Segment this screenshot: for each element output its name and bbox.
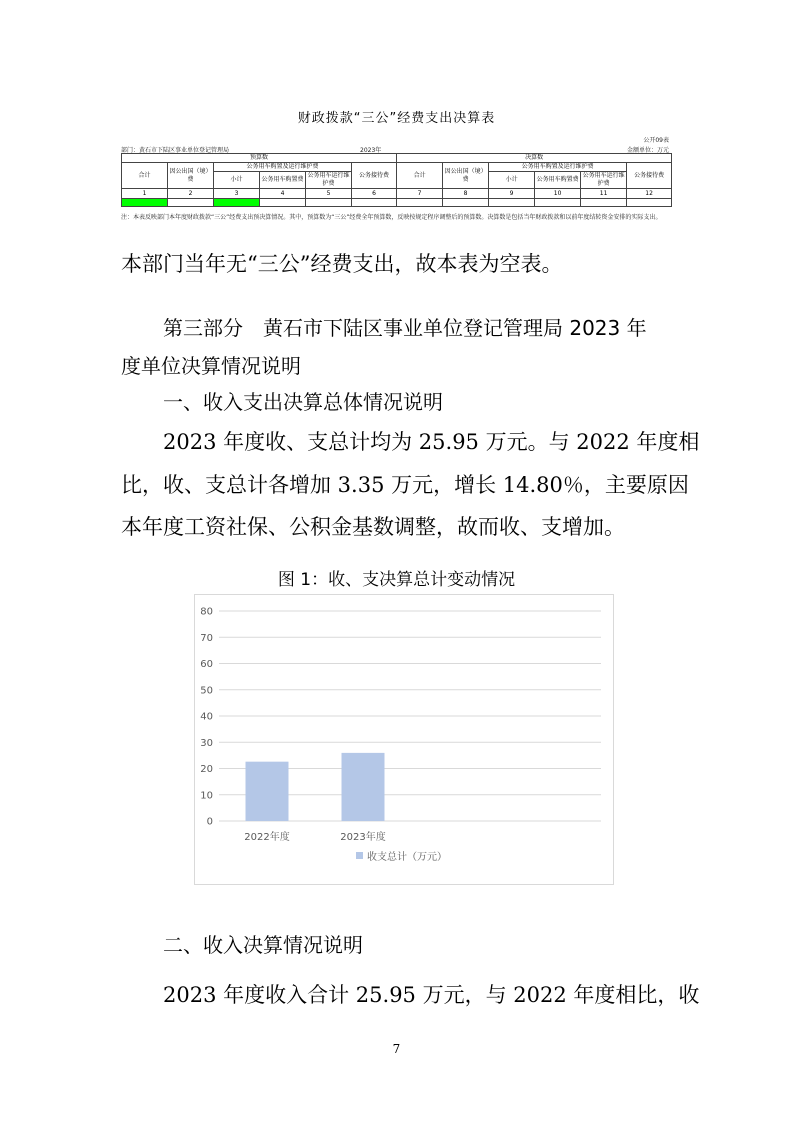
- section1-text-line1: 2023 年度收、支总计均为 25.95 万元。与 2022 年度相: [163, 430, 700, 454]
- col-number: 11: [581, 189, 627, 199]
- col-number: 7: [397, 189, 443, 199]
- data-cell: [443, 199, 489, 207]
- header-subtotal: 小计: [214, 172, 260, 189]
- page-number: 7: [392, 1042, 401, 1056]
- empty-table-note: 本部门当年无“三公”经费支出，故本表为空表。: [121, 252, 563, 276]
- y-tick-label: 80: [200, 606, 213, 618]
- header-reception: 公务接待费: [352, 163, 397, 189]
- data-cell: [489, 199, 535, 207]
- header-vehicle-group: 公务用车购置及运行维护费: [489, 163, 627, 172]
- y-tick-label: 20: [200, 764, 213, 775]
- part3-heading-line1: 第三部分 黄石市下陆区事业单位登记管理局 2023 年: [163, 316, 647, 340]
- budget-group-header: 预算数: [122, 154, 397, 163]
- y-tick-label: 40: [200, 711, 213, 723]
- year-label: 2023年: [360, 147, 382, 154]
- table-row: [122, 199, 672, 207]
- col-number: 5: [306, 189, 352, 199]
- header-vehicle-purchase: 公务用车购置费: [260, 172, 306, 189]
- data-cell: [627, 199, 672, 207]
- data-cell: [168, 199, 214, 207]
- bar: [342, 753, 385, 821]
- y-tick-label: 60: [200, 659, 213, 670]
- table-title: 财政拨款“三公”经费支出决算表: [297, 111, 496, 126]
- actual-group-header: 决算数: [397, 154, 672, 163]
- three-public-table: [121, 153, 672, 207]
- section1-text-line2: 比，收、支总计各增加 3.35 万元，增长 14.80％，主要原因: [121, 473, 689, 497]
- x-tick-label: 2023年度: [340, 832, 386, 843]
- col-number: 12: [627, 189, 672, 199]
- figure-caption: 图 1：收、支决算总计变动情况: [277, 570, 516, 590]
- section2-text-line1: 2023 年度收入合计 25.95 万元，与 2022 年度相比，收: [163, 983, 700, 1007]
- data-cell: [352, 199, 397, 207]
- col-number: 4: [260, 189, 306, 199]
- table-note: 注：本表反映部门本年度财政拨款“三公”经费支出预决算情况。其中，预算数为“三公”经费全年预算数，反映按规定程序调整后的预算数。决算数是包括当年财政拨款和以前年度结转资金安排的实际支出。: [121, 214, 662, 221]
- data-cell: [260, 199, 306, 207]
- col-number: 3: [214, 189, 260, 199]
- header-abroad: 因公出国（境）费: [443, 163, 489, 189]
- bar: [246, 762, 289, 821]
- data-cell: [535, 199, 581, 207]
- col-number: 6: [352, 189, 397, 199]
- section2-heading: 二、收入决算情况说明: [163, 933, 363, 957]
- header-vehicle-maintenance: 公务用车运行维护费: [582, 172, 625, 187]
- header-total: 合计: [397, 163, 443, 189]
- department-label: 部门：黄石市下陆区事业单位登记管理局: [121, 147, 230, 154]
- y-tick-label: 30: [200, 737, 213, 749]
- data-cell: [214, 199, 260, 207]
- header-vehicle-purchase: 公务用车购置费: [535, 172, 581, 189]
- y-tick-label: 70: [200, 632, 213, 644]
- legend-swatch: [356, 852, 363, 859]
- header-vehicle-maintenance: 公务用车运行维护费: [307, 172, 350, 187]
- col-number: 8: [443, 189, 489, 199]
- section1-text-line3: 本年度工资社保、公积金基数调整，故而收、支增加。: [121, 515, 625, 539]
- section1-heading: 一、收入支出决算总体情况说明: [163, 390, 443, 414]
- x-tick-label: 2022年度: [244, 832, 290, 843]
- form-number: 公开09表: [643, 137, 669, 144]
- y-tick-label: 10: [200, 790, 213, 802]
- col-number: 10: [535, 189, 581, 199]
- bar-chart: [194, 594, 614, 885]
- y-tick-label: 50: [200, 685, 213, 697]
- data-cell: [397, 199, 443, 207]
- col-number: 9: [489, 189, 535, 199]
- data-cell: [306, 199, 352, 207]
- header-reception: 公务接待费: [627, 163, 672, 189]
- data-cell: [581, 199, 627, 207]
- data-cell: [122, 199, 168, 207]
- header-abroad: 因公出国（境）费: [168, 163, 214, 189]
- col-number: 2: [168, 189, 214, 199]
- unit-label: 金额单位：万元: [626, 147, 669, 154]
- legend-label: 收支总计（万元）: [367, 852, 447, 863]
- header-vehicle-group: 公务用车购置及运行维护费: [214, 163, 352, 172]
- col-number: 1: [122, 189, 168, 199]
- y-tick-label: 0: [206, 816, 213, 828]
- chart-canvas: [195, 595, 613, 884]
- header-total: 合计: [122, 163, 168, 189]
- part3-heading-line2: 度单位决算情况说明: [121, 354, 301, 378]
- header-subtotal: 小计: [489, 172, 535, 189]
